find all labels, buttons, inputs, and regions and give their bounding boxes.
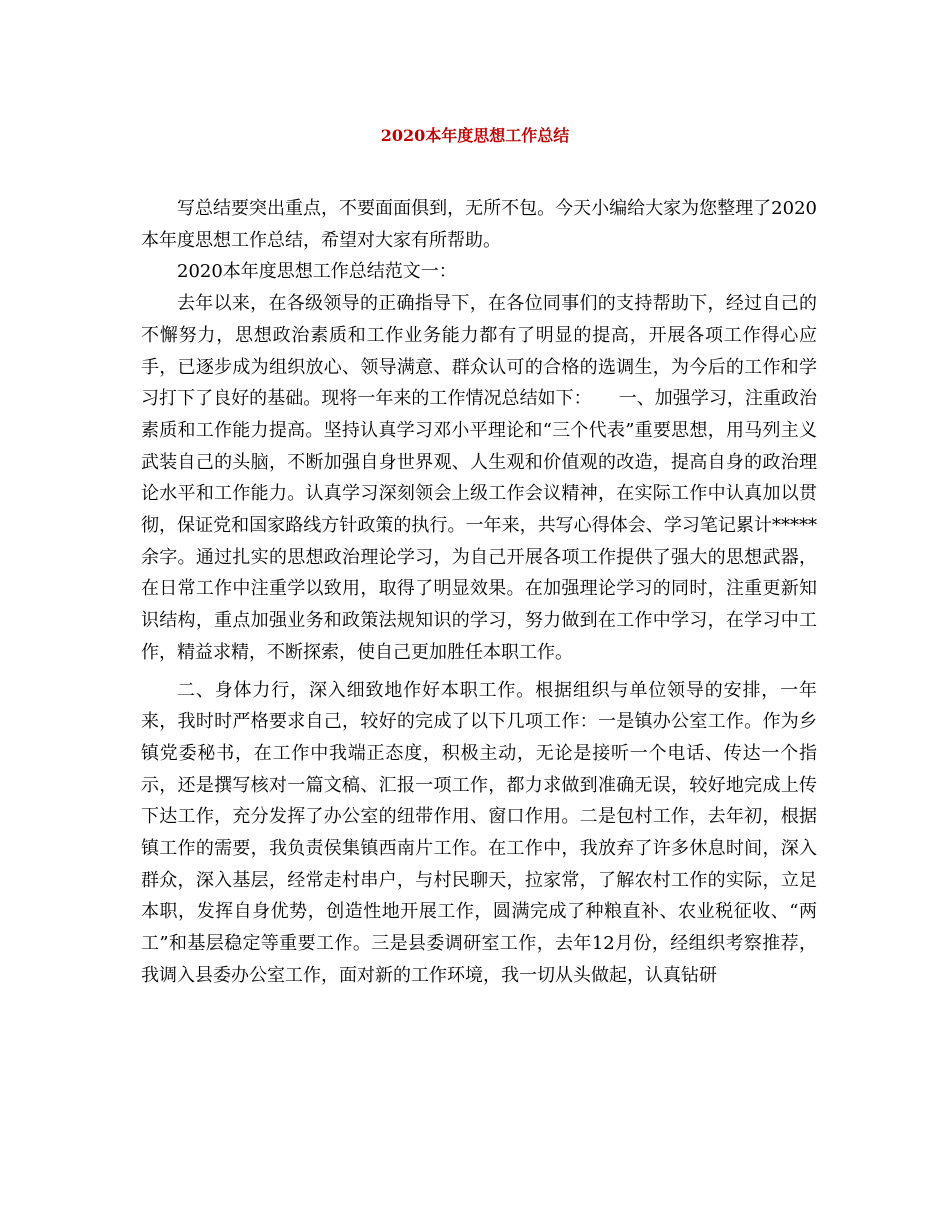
paragraph-study: 去年以来，在各级领导的正确指导下，在各位同事们的支持帮助下，经过自己的不懈努力，思想政治素质和工作业务能力都有了明显的提高，开展各项工作得心应手，已逐步成为组织放心、领导满意、群众认可的合格的选调生，为今后的工作和学习打下了良好的基础。现将一年来的工作情况总结如下： 一、加强学习，注重政治素质和工作能力提高。坚持认真学习邓小平理论和“三个代表”重要思想，用马列主义武装自己的头脑，不断加强自身世界观、人生观和价值观的改造，提高自身的政治理论水平和工作能力。认真学习深刻领会上级工作会议精神，在实际工作中认真加以贯彻，保证党和国家路线方针政策的执行。一年来，共写心得体会、学习笔记累计*****余字。通过扎实的思想政治理论学习，为自己开展各项工作提供了强大的思想武器，在日常工作中注重学以致用，取得了明显效果。在加强理论学习的同时，注重更新知识结构，重点加强业务和政策法规知识的学习，努力做到在工作中学习，在学习中工作，精益求精，不断探索，使自己更加胜任本职工作。 — [141, 293, 817, 663]
paragraph-intro: 写总结要突出重点，不要面面俱到，无所不包。今天小编给大家为您整理了2020本年度思想工作总结，希望对大家有所帮助。 — [141, 198, 817, 251]
document-title: 2020本年度思想工作总结 — [380, 126, 570, 145]
document-body — [141, 193, 817, 992]
paragraph-duties: 二、身体力行，深入细致地作好本职工作。根据组织与单位领导的安排，一年来，我时时严格要求自己，较好的完成了以下几项工作：一是镇办公室工作。作为乡镇党委秘书，在工作中我端正态度，积极主动，无论是接听一个电话、传达一个指示，还是撰写核对一篇文稿、汇报一项工作，都力求做到准确无误，较好地完成上传下达工作，充分发挥了办公室的纽带作用、窗口作用。二是包村工作，去年初，根据镇工作的需要，我负责侯集镇西南片工作。在工作中，我放弃了许多休息时间，深入群众，深入基层，经常走村串户，与村民聊天，拉家常，了解农村工作的实际，立足本职，发挥自身优势，创造性地开展工作，圆满完成了种粮直补、农业税征收、“两工”和基层稳定等重要工作。三是县委调研室工作，去年12月份，经组织考察推荐，我调入县委办公室工作，面对新的工作环境，我一切从头做起，认真钻研 — [141, 679, 817, 986]
paragraph-sample-heading: 2020本年度思想工作总结范文一： — [177, 261, 457, 283]
